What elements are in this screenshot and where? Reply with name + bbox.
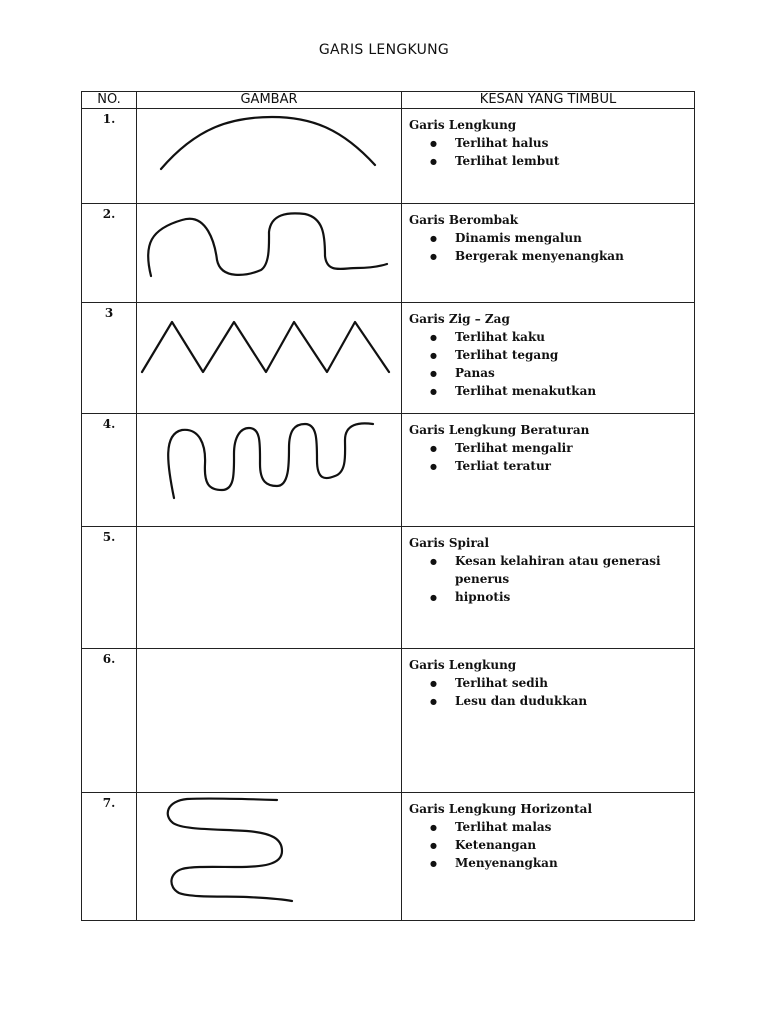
table-row: [82, 793, 695, 921]
table-row: [82, 109, 695, 204]
line-type-title: Garis Berombak: [409, 213, 519, 227]
row-number: 4.: [82, 414, 137, 527]
list-item: ● Terlihat mengalir: [409, 439, 690, 457]
kesan-cell: [402, 649, 695, 793]
line-type-title: Garis Lengkung Horizontal: [409, 802, 592, 816]
impression-list: [409, 328, 690, 400]
kesan-cell: [402, 109, 695, 204]
list-item: ● Bergerak menyenangkan: [409, 247, 690, 265]
regular-curve-line-drawing: [137, 414, 402, 519]
list-item: ● Panas: [409, 364, 690, 382]
list-item: ● Terlihat kaku: [409, 328, 690, 346]
table-row: [82, 303, 695, 414]
list-item: ● Ketenangan: [409, 836, 690, 854]
row-number: 1.: [82, 109, 137, 204]
impression-list: [409, 674, 690, 710]
impression-list: [409, 818, 690, 872]
kesan-cell: [402, 204, 695, 303]
kesan-cell: [402, 414, 695, 527]
drawing-cell: [137, 204, 402, 303]
row-number: 7.: [82, 793, 137, 921]
impression-list: [409, 229, 690, 265]
row-number: 6.: [82, 649, 137, 793]
page-title: GARIS LENGKUNG: [318, 42, 450, 58]
zigzag-line-drawing: [137, 303, 402, 406]
list-item: ● Lesu dan dudukkan: [409, 692, 690, 710]
line-type-title: Garis Zig – Zag: [409, 312, 510, 326]
line-type-title: Garis Lengkung: [409, 658, 517, 672]
row-number: 3: [82, 303, 137, 414]
table-row: [82, 527, 695, 649]
list-item: ● Menyenangkan: [409, 854, 690, 872]
list-item: ● Terliat teratur: [409, 457, 690, 475]
list-item: ● Terlihat tegang: [409, 346, 690, 364]
arch-curve-drawing: [137, 109, 402, 196]
list-item: ● Dinamis mengalun: [409, 229, 690, 247]
header-kesan: KESAN YANG TIMBUL: [402, 92, 695, 109]
list-item: ● Terlihat halus: [409, 134, 690, 152]
list-item: ● Terlihat sedih: [409, 674, 690, 692]
drawing-cell: [137, 793, 402, 921]
row-number: 2.: [82, 204, 137, 303]
impression-list: [409, 439, 690, 475]
list-item: ● Kesan kelahiran atau generasi penerus: [409, 552, 690, 588]
list-item: ● hipnotis: [409, 588, 690, 606]
row-number: 5.: [82, 527, 137, 649]
table-header-row: [82, 92, 695, 109]
header-gambar: GAMBAR: [137, 92, 402, 109]
garis-table: [81, 91, 695, 921]
kesan-cell: [402, 793, 695, 921]
wavy-line-drawing: [137, 204, 402, 295]
drawing-cell: [137, 303, 402, 414]
table-row: [82, 414, 695, 527]
impression-list: [409, 134, 690, 170]
line-type-title: Garis Spiral: [409, 536, 490, 550]
line-type-title: Garis Lengkung: [409, 118, 517, 132]
header-no: NO.: [82, 92, 137, 109]
kesan-cell: [402, 303, 695, 414]
drawing-cell-empty: [137, 527, 402, 649]
list-item: ● Terlihat malas: [409, 818, 690, 836]
drawing-cell-empty: [137, 649, 402, 793]
list-item: ● Terlihat menakutkan: [409, 382, 690, 400]
line-type-title: Garis Lengkung Beraturan: [409, 423, 590, 437]
table-row: [82, 204, 695, 303]
impression-list: [409, 552, 690, 606]
table-row: [82, 649, 695, 793]
horizontal-curve-line-drawing: [137, 793, 402, 913]
drawing-cell: [137, 109, 402, 204]
drawing-cell: [137, 414, 402, 527]
list-item: ● Terlihat lembut: [409, 152, 690, 170]
kesan-cell: [402, 527, 695, 649]
